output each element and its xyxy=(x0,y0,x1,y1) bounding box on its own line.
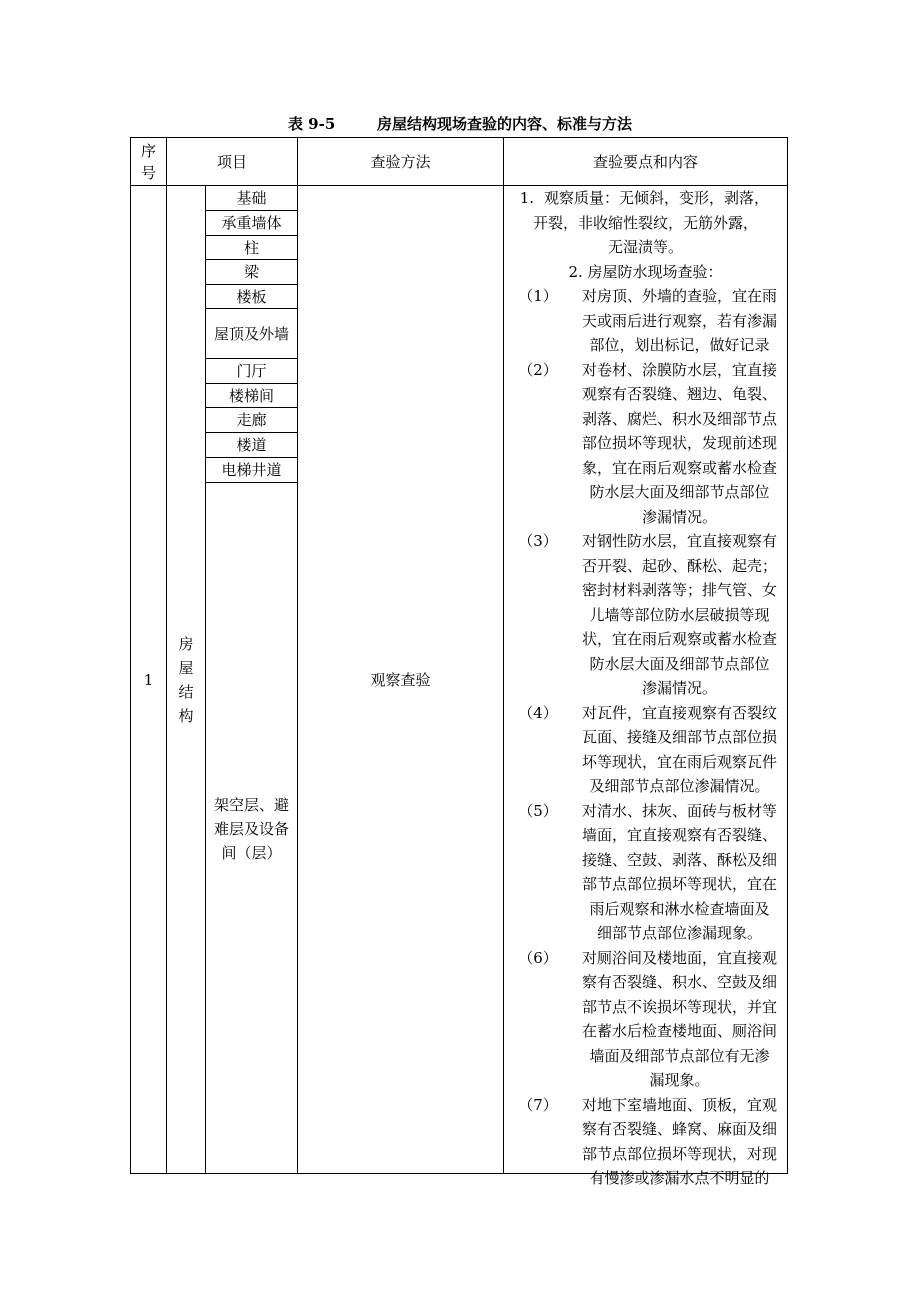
point-number: （4） xyxy=(518,703,558,722)
header-item: 项目 xyxy=(216,152,247,171)
text-line: 坏等现状，宜在雨后观察瓦件 xyxy=(581,752,777,771)
text-line: 开裂，非收缩性裂纹，无筋外露， xyxy=(532,213,758,232)
text-line: 察有否裂缝、蜂窝、麻面及细 xyxy=(581,1120,777,1138)
text-line: 有慢渗或渗漏水点不明显的 xyxy=(589,1169,770,1187)
text-line: 部位，划出标记，做好记录 xyxy=(589,336,770,354)
sub-item-slab: 楼板 xyxy=(236,287,267,306)
text-line: 象，宜在雨后观察或蓄水检查 xyxy=(581,458,777,477)
point-2-4 xyxy=(504,701,787,799)
point-text xyxy=(544,186,787,211)
point-text xyxy=(572,358,787,530)
text-line: 部节点部位损坏等现状，对现 xyxy=(581,1144,777,1163)
point-2-heading: 2. 房屋防水现场查验： xyxy=(568,262,723,281)
text-line: 接缝、空鼓、剥落、酥松及细 xyxy=(581,850,777,869)
table-title: 房屋结构现场查验的内容、标准与方法 xyxy=(377,115,633,133)
sub-item-bearing-wall: 承重墙体 xyxy=(221,214,282,232)
text-line: 部节点部位损坏等现状，宜在 xyxy=(581,875,777,893)
text-line: 对瓦件，宜直接观察有否裂纹 xyxy=(581,703,777,722)
text-line: 儿墙等部位防水层破损等现 xyxy=(589,605,770,624)
text-line: 防水层大面及细部节点部位 xyxy=(589,483,770,501)
text-line: 对清水、抹灰、面砖与板材等 xyxy=(581,801,777,820)
text-line: 观察质量：无倾斜，变形，剥落， xyxy=(544,189,770,207)
text-line: 对房顶、外墙的查验，宜在雨 xyxy=(581,287,777,305)
text-line: 部位损坏等现状，发现前述现 xyxy=(581,434,777,452)
table-number: 表 9-5 xyxy=(287,115,336,133)
category-char: 构 xyxy=(178,707,194,725)
header-method: 查验方法 xyxy=(370,152,431,171)
point-2-2 xyxy=(504,358,787,530)
point-1 xyxy=(504,186,787,211)
point-number: （5） xyxy=(518,801,558,820)
sub-item-column: 柱 xyxy=(243,238,259,257)
text-line: 部节点不诶损坏等现状，并宜 xyxy=(581,997,777,1016)
text-line: 对地下室墙地面、顶板，宜观 xyxy=(581,1095,777,1114)
point-text xyxy=(572,1093,787,1191)
point-text xyxy=(572,284,787,358)
text-line: 天或雨后进行观察，若有渗漏 xyxy=(581,311,777,330)
text-line: 墙面，宜直接观察有否裂缝、 xyxy=(581,826,777,844)
sub-item-roof-exterior-wall: 屋顶及外墙 xyxy=(214,324,290,343)
header-seq-char: 号 xyxy=(140,163,156,182)
text-line: 无湿渍等。 xyxy=(607,238,683,256)
category-char: 结 xyxy=(178,683,194,701)
text-line: 对厕浴间及楼地面，宜直接观 xyxy=(581,948,777,967)
sub-item-beam: 梁 xyxy=(243,263,259,281)
text-line: 密封材料剥落等；排气管、女 xyxy=(581,581,777,599)
sub-item-elevator-shaft: 电梯井道 xyxy=(221,461,282,479)
sub-item-overhead-refuge-equipment: 架空层、避难层及设备间（层） xyxy=(213,795,289,862)
point-number: （1） xyxy=(518,287,558,305)
sub-item-foundation: 基础 xyxy=(236,189,267,207)
header-seq xyxy=(131,138,166,185)
row-category xyxy=(167,186,205,1174)
point-text xyxy=(572,529,787,701)
point-number: （3） xyxy=(518,532,558,550)
text-line: 细部节点部位渗漏现象。 xyxy=(596,924,762,942)
header-points: 查验要点和内容 xyxy=(592,152,698,171)
point-number: （2） xyxy=(518,360,558,379)
table-caption xyxy=(0,113,920,134)
text-line: 观察有否裂缝、翘边、龟裂、 xyxy=(581,385,777,403)
point-number: 1. xyxy=(519,189,534,207)
text-line: 在蓄水后检查楼地面、厕浴间 xyxy=(581,1022,777,1040)
text-line: 墙面及细部节点部位有无渗 xyxy=(589,1046,770,1065)
inspection-points xyxy=(504,186,787,1191)
text-line: 剥落、腐烂、积水及细部节点 xyxy=(581,409,777,428)
point-2-1 xyxy=(504,284,787,358)
text-line: 对卷材、涂膜防水层，宜直接 xyxy=(581,360,777,379)
point-2-5 xyxy=(504,799,787,946)
text-line: 及细部节点部位渗漏情况。 xyxy=(589,777,770,795)
sub-item-lobby: 门厅 xyxy=(236,362,267,380)
point-text xyxy=(572,799,787,946)
sub-item-staircase: 楼梯间 xyxy=(228,386,274,405)
text-line: 漏现象。 xyxy=(649,1071,710,1089)
header-seq-char: 序 xyxy=(140,141,156,160)
text-line: 对钢性防水层，宜直接观察有 xyxy=(581,532,777,550)
text-line: 防水层大面及细部节点部位 xyxy=(589,654,770,673)
text-line: 察有否裂缝、积水、空鼓及细 xyxy=(581,973,777,991)
sub-item-corridor: 走廊 xyxy=(236,411,267,429)
text-line: 状，宜在雨后观察或蓄水检查 xyxy=(581,630,777,648)
point-number: （6） xyxy=(518,948,558,967)
point-text xyxy=(572,946,787,1093)
point-2-3 xyxy=(504,529,787,701)
point-2-7 xyxy=(504,1093,787,1191)
point-2-6 xyxy=(504,946,787,1093)
row-method: 观察查验 xyxy=(370,671,431,689)
point-text xyxy=(572,701,787,799)
text-line: 渗漏情况。 xyxy=(641,679,717,697)
text-line: 瓦面、接缝及细部节点部位损 xyxy=(581,728,777,746)
category-char: 屋 xyxy=(178,659,194,677)
category-char: 房 xyxy=(178,635,194,653)
sub-item-hallway: 楼道 xyxy=(236,436,267,454)
text-line: 雨后观察和淋水检查墙面及 xyxy=(589,899,770,918)
text-line: 渗漏情况。 xyxy=(641,507,717,526)
row-seq: 1 xyxy=(143,671,154,689)
point-number: （7） xyxy=(518,1095,558,1114)
text-line: 否开裂、起砂、酥松、起壳； xyxy=(581,556,777,575)
